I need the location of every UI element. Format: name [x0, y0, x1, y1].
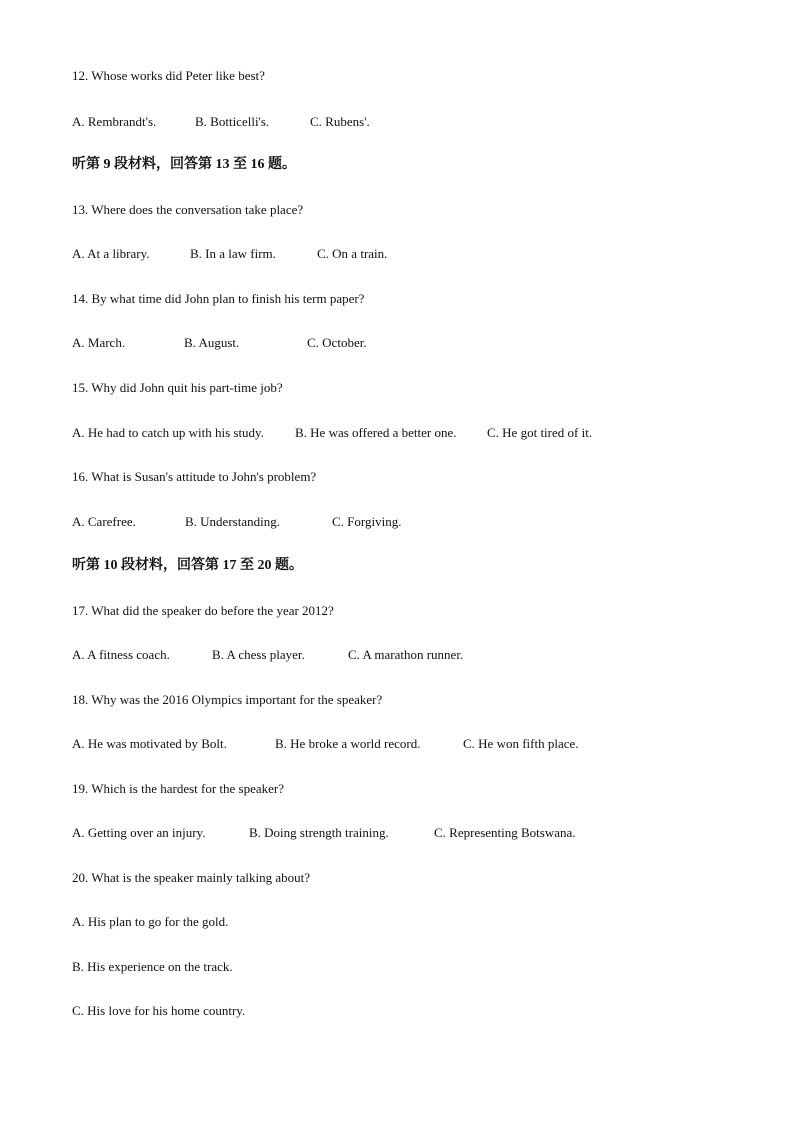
question-18: 18. Why was the 2016 Olympics important for the speaker?: [72, 692, 383, 707]
question-20-option-b: B. His experience on the track.: [72, 959, 233, 974]
option-c: C. Forgiving.: [332, 514, 402, 529]
question-20-option-a: A. His plan to go for the gold.: [72, 914, 229, 929]
option-a: A. He was motivated by Bolt.: [72, 736, 227, 751]
question-15: 15. Why did John quit his part-time job?: [72, 380, 283, 395]
question-16: 16. What is Susan's attitude to John's problem?: [72, 469, 317, 484]
question-14: 14. By what time did John plan to finish his term paper?: [72, 291, 365, 306]
question-12: 12. Whose works did Peter like best?: [72, 68, 265, 83]
option-c: C. He won fifth place.: [463, 736, 579, 751]
section-10-heading: 听第 10 段材料，回答第 17 至 20 题。: [72, 558, 303, 573]
option-a: A. At a library.: [72, 246, 150, 261]
question-17: 17. What did the speaker do before the year 2012?: [72, 603, 334, 618]
option-b: B. He broke a world record.: [275, 736, 421, 751]
section-9-heading: 听第 9 段材料，回答第 13 至 16 题。: [72, 157, 296, 172]
option-c: C. He got tired of it.: [487, 425, 593, 440]
question-19: 19. Which is the hardest for the speaker?: [72, 781, 285, 796]
option-a: A. Getting over an injury.: [72, 825, 206, 840]
option-b: B. A chess player.: [212, 647, 305, 662]
option-c: C. On a train.: [317, 246, 388, 261]
option-b: B. August.: [184, 335, 240, 350]
option-b: B. Botticelli's.: [195, 114, 270, 129]
question-20: 20. What is the speaker mainly talking about?: [72, 870, 311, 885]
question-20-option-c: C. His love for his home country.: [72, 1003, 246, 1018]
option-b: B. He was offered a better one.: [295, 425, 457, 440]
option-c: C. Rubens'.: [310, 114, 370, 129]
question-13: 13. Where does the conversation take place?: [72, 202, 304, 217]
option-a: A. A fitness coach.: [72, 647, 170, 662]
option-c: C. October.: [307, 335, 367, 350]
option-a: A. Rembrandt's.: [72, 114, 157, 129]
option-b: B. Doing strength training.: [249, 825, 389, 840]
option-a: A. He had to catch up with his study.: [72, 425, 264, 440]
option-a: A. March.: [72, 335, 126, 350]
option-c: C. Representing Botswana.: [434, 825, 576, 840]
option-b: B. In a law firm.: [190, 246, 276, 261]
option-b: B. Understanding.: [185, 514, 280, 529]
option-c: C. A marathon runner.: [348, 647, 464, 662]
option-a: A. Carefree.: [72, 514, 136, 529]
